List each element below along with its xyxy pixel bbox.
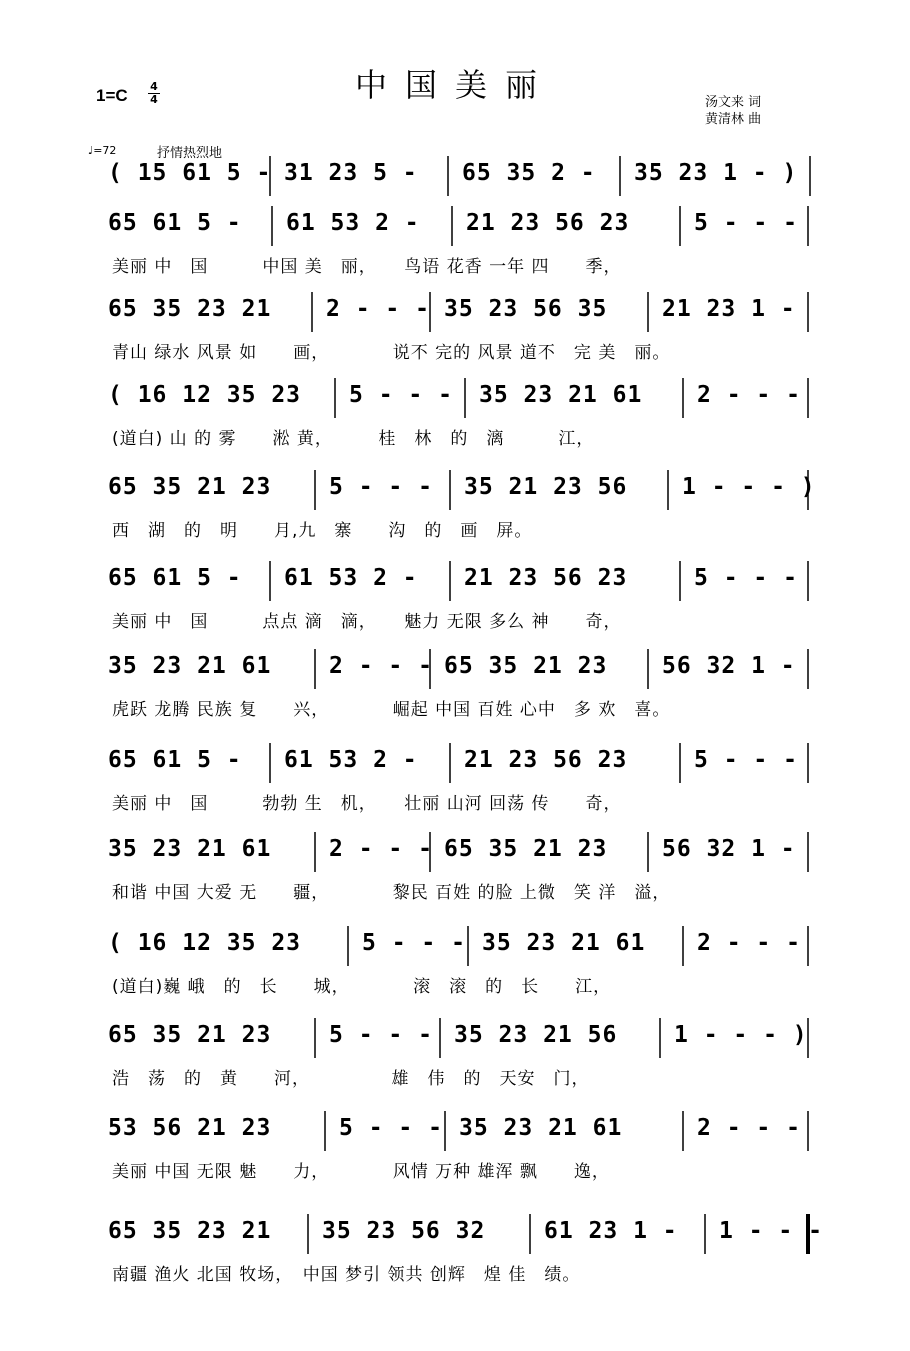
lyrics-line: 南疆 渔火 北国 牧场， 中国 梦引 领共 创辉 煌 佳 绩。 bbox=[112, 1265, 581, 1285]
barlines bbox=[0, 374, 910, 422]
lyrics-line: 西 湖 的 明 月,九 寨 沟 的 画 屏。 bbox=[112, 521, 533, 541]
measure: 65 35 21 23 bbox=[108, 1022, 272, 1048]
score-system bbox=[0, 210, 910, 290]
measure: 5 - - - bbox=[329, 1022, 433, 1048]
measure: 35 23 21 61 bbox=[482, 930, 646, 956]
score-system bbox=[0, 474, 910, 554]
score-system bbox=[0, 382, 910, 462]
measure: ( 16 12 35 23 bbox=[108, 930, 302, 956]
time-signature-top: 4 bbox=[150, 80, 158, 93]
expression-marking: 抒情热烈地 bbox=[157, 146, 223, 161]
barlines bbox=[0, 1014, 910, 1062]
measure: 21 23 1 - bbox=[662, 296, 796, 322]
score-system bbox=[0, 747, 910, 827]
measure: 5 - - - bbox=[694, 565, 798, 591]
barlines bbox=[0, 466, 910, 514]
measure: 35 23 21 61 bbox=[108, 653, 272, 679]
barlines bbox=[0, 645, 910, 693]
measure: 53 56 21 23 bbox=[108, 1115, 272, 1141]
measure: 56 32 1 - bbox=[662, 836, 796, 862]
measure: ( 16 12 35 23 bbox=[108, 382, 302, 408]
measure: 65 35 21 23 bbox=[444, 836, 608, 862]
lyrics-line: (道白) 山 的 雾 淞 黄， 桂 林 的 漓 江， bbox=[112, 429, 595, 449]
score-system bbox=[0, 1218, 910, 1298]
lyrics-line: 美丽 中 国 点点 滴 滴， 魅力 无限 多么 神 奇， bbox=[112, 612, 622, 632]
measure: 1 - - - ) bbox=[682, 474, 816, 500]
barlines bbox=[0, 557, 910, 605]
measure: 21 23 56 23 bbox=[464, 747, 628, 773]
measure: 5 - - - bbox=[329, 474, 433, 500]
measure: 5 - - - bbox=[349, 382, 453, 408]
composer-credit: 黄清林 曲 bbox=[705, 112, 762, 127]
measure: 2 - - - bbox=[697, 382, 801, 408]
measure: 65 35 23 21 bbox=[108, 1218, 272, 1244]
lyrics-line: 浩 荡 的 黄 河， 雄 伟 的 天安 门， bbox=[112, 1069, 590, 1089]
measure: 5 - - - bbox=[694, 747, 798, 773]
barlines bbox=[0, 922, 910, 970]
measure: 35 21 23 56 bbox=[464, 474, 628, 500]
barlines bbox=[0, 739, 910, 787]
measure: 61 53 2 - bbox=[284, 565, 418, 591]
lyrics-line: 美丽 中 国 中国 美 丽， 鸟语 花香 一年 四 季， bbox=[112, 257, 622, 277]
lyrics-line: 和谐 中国 大爱 无 疆， 黎民 百姓 的脸 上微 笑 洋 溢， bbox=[112, 883, 671, 903]
measure: 61 53 2 - bbox=[284, 747, 418, 773]
score-system bbox=[0, 653, 910, 733]
tempo-marking: ♩=72 bbox=[88, 144, 117, 157]
measure: 65 35 21 23 bbox=[108, 474, 272, 500]
measure: 35 23 56 35 bbox=[444, 296, 608, 322]
barlines bbox=[0, 288, 910, 336]
measure: 35 23 21 61 bbox=[108, 836, 272, 862]
measure: 2 - - - bbox=[697, 930, 801, 956]
barlines bbox=[0, 1210, 910, 1258]
score-system bbox=[0, 296, 910, 376]
measure: 65 35 23 21 bbox=[108, 296, 272, 322]
measure: 65 35 21 23 bbox=[444, 653, 608, 679]
measure: 1 - - - bbox=[719, 1218, 823, 1244]
barlines bbox=[0, 1107, 910, 1155]
lyrics-line: 青山 绿水 风景 如 画， 说不 完的 风景 道不 完 美 丽。 bbox=[112, 343, 671, 363]
measure: 2 - - - bbox=[329, 836, 433, 862]
lyrics-line: 美丽 中 国 勃勃 生 机， 壮丽 山河 回荡 传 奇， bbox=[112, 794, 622, 814]
barlines bbox=[0, 152, 910, 200]
lyrics-line: 虎跃 龙腾 民族 复 兴， 崛起 中国 百姓 心中 多 欢 喜。 bbox=[112, 700, 671, 720]
lyrics-line: (道白)巍 峨 的 长 城， 滚 滚 的 长 江， bbox=[112, 977, 612, 997]
measure: 2 - - - bbox=[326, 296, 430, 322]
score-system bbox=[0, 1115, 910, 1195]
measure: 61 23 1 - bbox=[544, 1218, 678, 1244]
score-system bbox=[0, 930, 910, 1010]
measure: 56 32 1 - bbox=[662, 653, 796, 679]
measure: 2 - - - bbox=[697, 1115, 801, 1141]
key-signature: 1=C bbox=[96, 86, 128, 105]
measure: 35 23 21 61 bbox=[479, 382, 643, 408]
lyricist-credit: 汤文来 词 bbox=[705, 95, 762, 110]
measure: ( 15 61 5 - bbox=[108, 160, 272, 186]
measure: 65 61 5 - bbox=[108, 747, 242, 773]
score-system bbox=[0, 1022, 910, 1102]
barlines bbox=[0, 828, 910, 876]
measure: 35 23 21 61 bbox=[459, 1115, 623, 1141]
measure: 21 23 56 23 bbox=[466, 210, 630, 236]
score-system bbox=[0, 836, 910, 916]
measure: 65 35 2 - bbox=[462, 160, 596, 186]
score-system bbox=[0, 565, 910, 645]
song-title: 中国美丽 bbox=[354, 66, 555, 104]
time-signature-bottom: 4 bbox=[150, 93, 158, 106]
measure: 65 61 5 - bbox=[108, 565, 242, 591]
measure: 31 23 5 - bbox=[284, 160, 418, 186]
lyrics-line: 美丽 中国 无限 魅 力， 风情 万种 雄浑 飘 逸， bbox=[112, 1162, 610, 1182]
measure: 61 53 2 - bbox=[286, 210, 420, 236]
measure: 2 - - - bbox=[329, 653, 433, 679]
measure: 5 - - - bbox=[362, 930, 466, 956]
barlines bbox=[0, 202, 910, 250]
measure: 35 23 1 - ) bbox=[634, 160, 798, 186]
measure: 5 - - - bbox=[694, 210, 798, 236]
measure: 65 61 5 - bbox=[108, 210, 242, 236]
measure: 5 - - - bbox=[339, 1115, 443, 1141]
measure: 35 23 21 56 bbox=[454, 1022, 618, 1048]
measure: 21 23 56 23 bbox=[464, 565, 628, 591]
measure: 1 - - - ) bbox=[674, 1022, 808, 1048]
measure: 35 23 56 32 bbox=[322, 1218, 486, 1244]
